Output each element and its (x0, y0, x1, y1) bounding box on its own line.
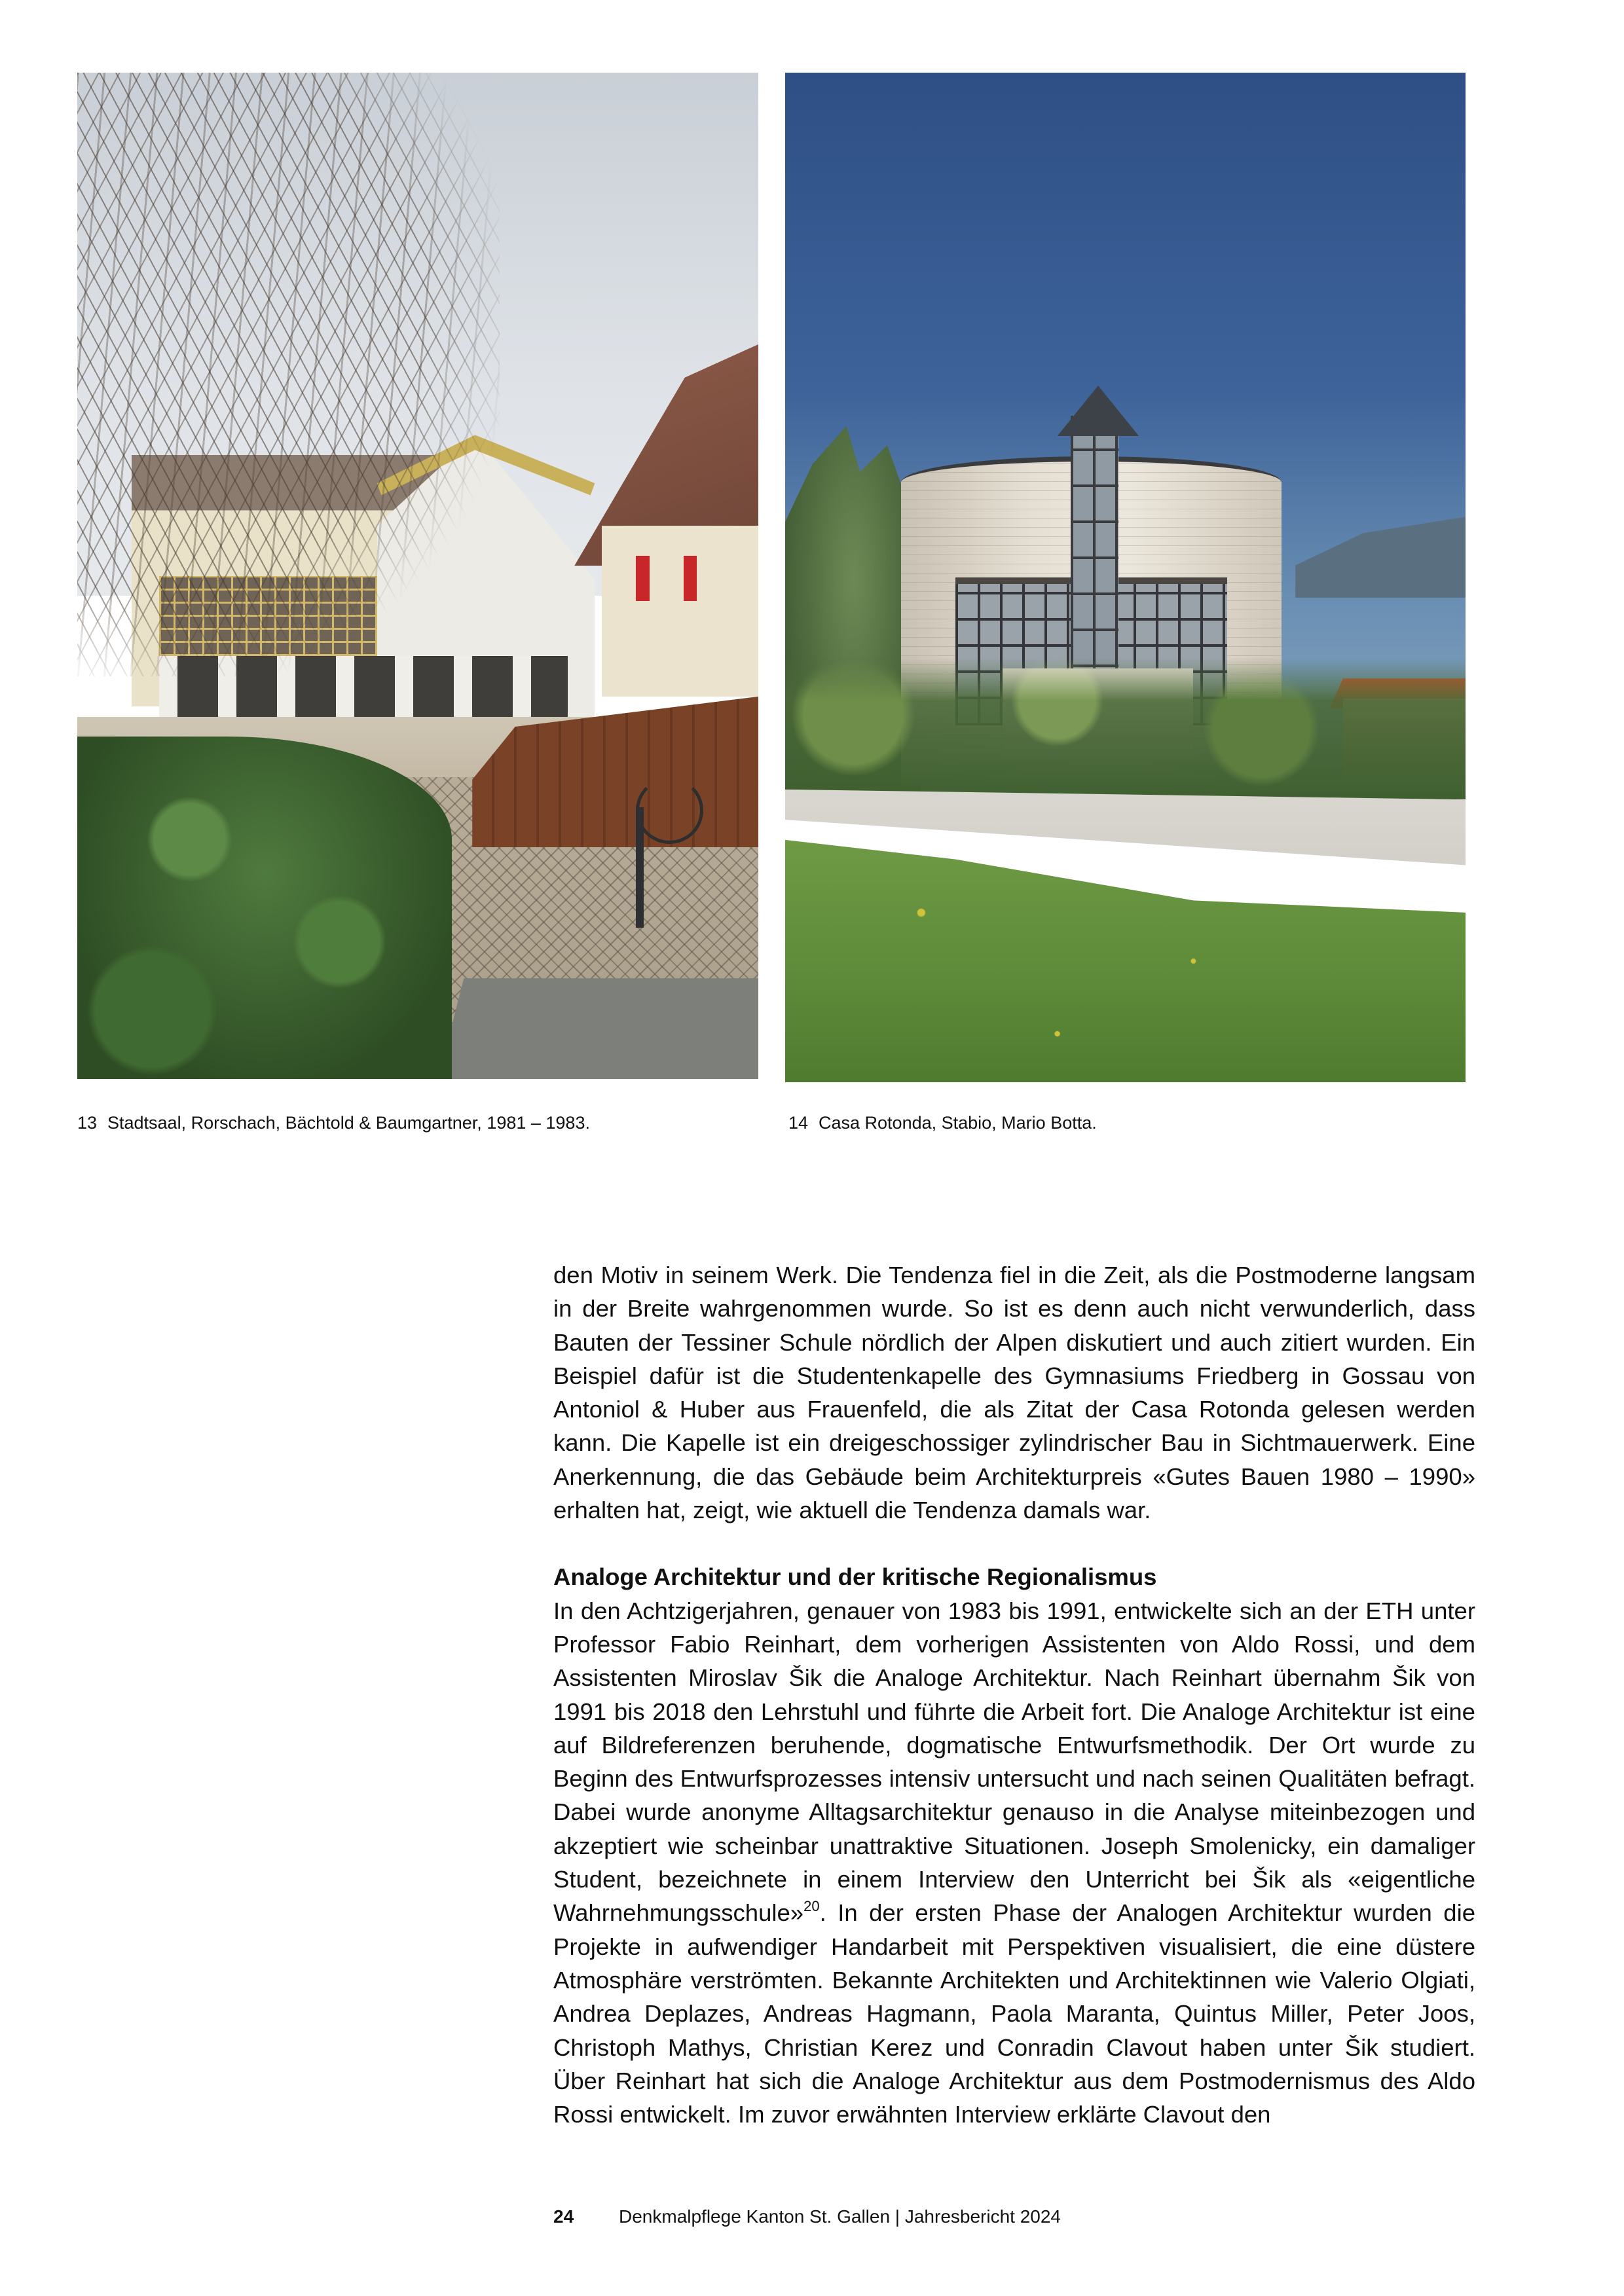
photo-stadtsaal-rorschach (77, 73, 758, 1079)
figure-number: 14 (788, 1113, 809, 1133)
shrubs (785, 658, 1466, 799)
bollard-post (636, 807, 644, 928)
page-number: 24 (553, 2206, 574, 2227)
page-footer (553, 2205, 1061, 2229)
paragraph-spacer (553, 1527, 1475, 1560)
photo-casa-rotonda (785, 73, 1466, 1082)
publication-title: Denkmalpflege Kanton St. Gallen | Jahresbericht 2024 (619, 2206, 1061, 2227)
bare-tree-branches (77, 73, 500, 676)
house-right (602, 526, 758, 697)
hedge (77, 737, 452, 1079)
red-shutter (636, 556, 650, 601)
figure-number: 13 (77, 1113, 98, 1133)
paragraph-text: In den Achtzigerjahren, genauer von 1983 bis 1991, entwickelte sich an der ETH unter Professor Fabio Reinhart, dem vorherigen Assistenten von Aldo Rossi, und dem Assistenten Miroslav Šik die Analoge Architektur. Nach Reinhart übernahm Šik von 1991 bis 2018 den Lehrstuhl und führte die Arbeit fort. Die Analoge Architektur ist eine auf Bildreferenzen beruhende, dogmatische Entwurfsmethodik. Der Ort wurde zu Beginn des Entwurfsprozesses intensiv untersucht und nach seinen Qualitäten befragt. Dabei wurde anonyme Alltagsarchitektur genauso in die Analyse miteinbezogen und akzeptiert wie scheinbar unattraktive Situationen. Joseph Smolenicky, ein damaliger Student, bezeichnete in einem Interview den Unterricht bei Šik als «eigentliche Wahrnehmungsschule» (553, 1597, 1475, 1927)
caption-text: Casa Rotonda, Stabio, Mario Botta. (819, 1113, 1097, 1133)
paragraph-text: . In der ersten Phase der Analogen Architektur wurden die Projekte in aufwendiger Handarbeit mit Perspektiven visualisiert, die eine düstere Atmosphäre verströmten. Bekannte Architekten und Architektinnen wie Valerio Olgiati, Andrea Deplazes, Andreas Hagmann, Paola Maranta, Quintus Miller, Peter Joos, Christoph Mathys, Christian Kerez und Conradin Clavout haben unter Šik studiert. Über Reinhart hat sich die Analoge Architektur aus dem Postmodernismus des Aldo Rossi entwickelt. Im zuvor erwähnten Interview erklärte Clavout den (553, 1899, 1475, 2128)
caption-text: Stadtsaal, Rorschach, Bächtold & Baumgartner, 1981 – 1983. (107, 1113, 590, 1133)
footnote-reference[interactable]: 20 (803, 1898, 820, 1915)
paragraph: den Motiv in seinem Werk. Die Tendenza fiel in die Zeit, als die Postmoderne langsam in der Breite wahrgenommen wurde. So ist es denn auch nicht verwunderlich, dass Bauten der Tessiner Schule nördlich der Alpen diskutiert und auch zitiert wurden. Ein Beispiel dafür ist die Studentenkapelle des Gymnasiums Friedberg in Gossau von Antoniol & Huber aus Frauenfeld, die als Zitat der Casa Rotonda gelesen werden kann. Die Kapelle ist ein dreigeschossiger zylindrischer Bau in Sichtmauerwerk. Eine Anerkennung, die das Gebäude beim Architekturpreis «Gutes Bauen 1980 – 1990» erhalten hat, zeigt, wie aktuell die Tendenza damals war. (553, 1262, 1475, 1524)
red-shutter (684, 556, 697, 601)
paragraph (553, 1594, 1475, 2132)
bicycle (636, 777, 704, 844)
asphalt (438, 978, 758, 1079)
figure-caption-13 (77, 1112, 590, 1134)
figure-caption-14 (788, 1112, 1097, 1134)
meadow (785, 840, 1466, 1082)
article-body (553, 1258, 1475, 2131)
section-heading: Analoge Architektur und der kritische Regionalismus (553, 1563, 1157, 1591)
